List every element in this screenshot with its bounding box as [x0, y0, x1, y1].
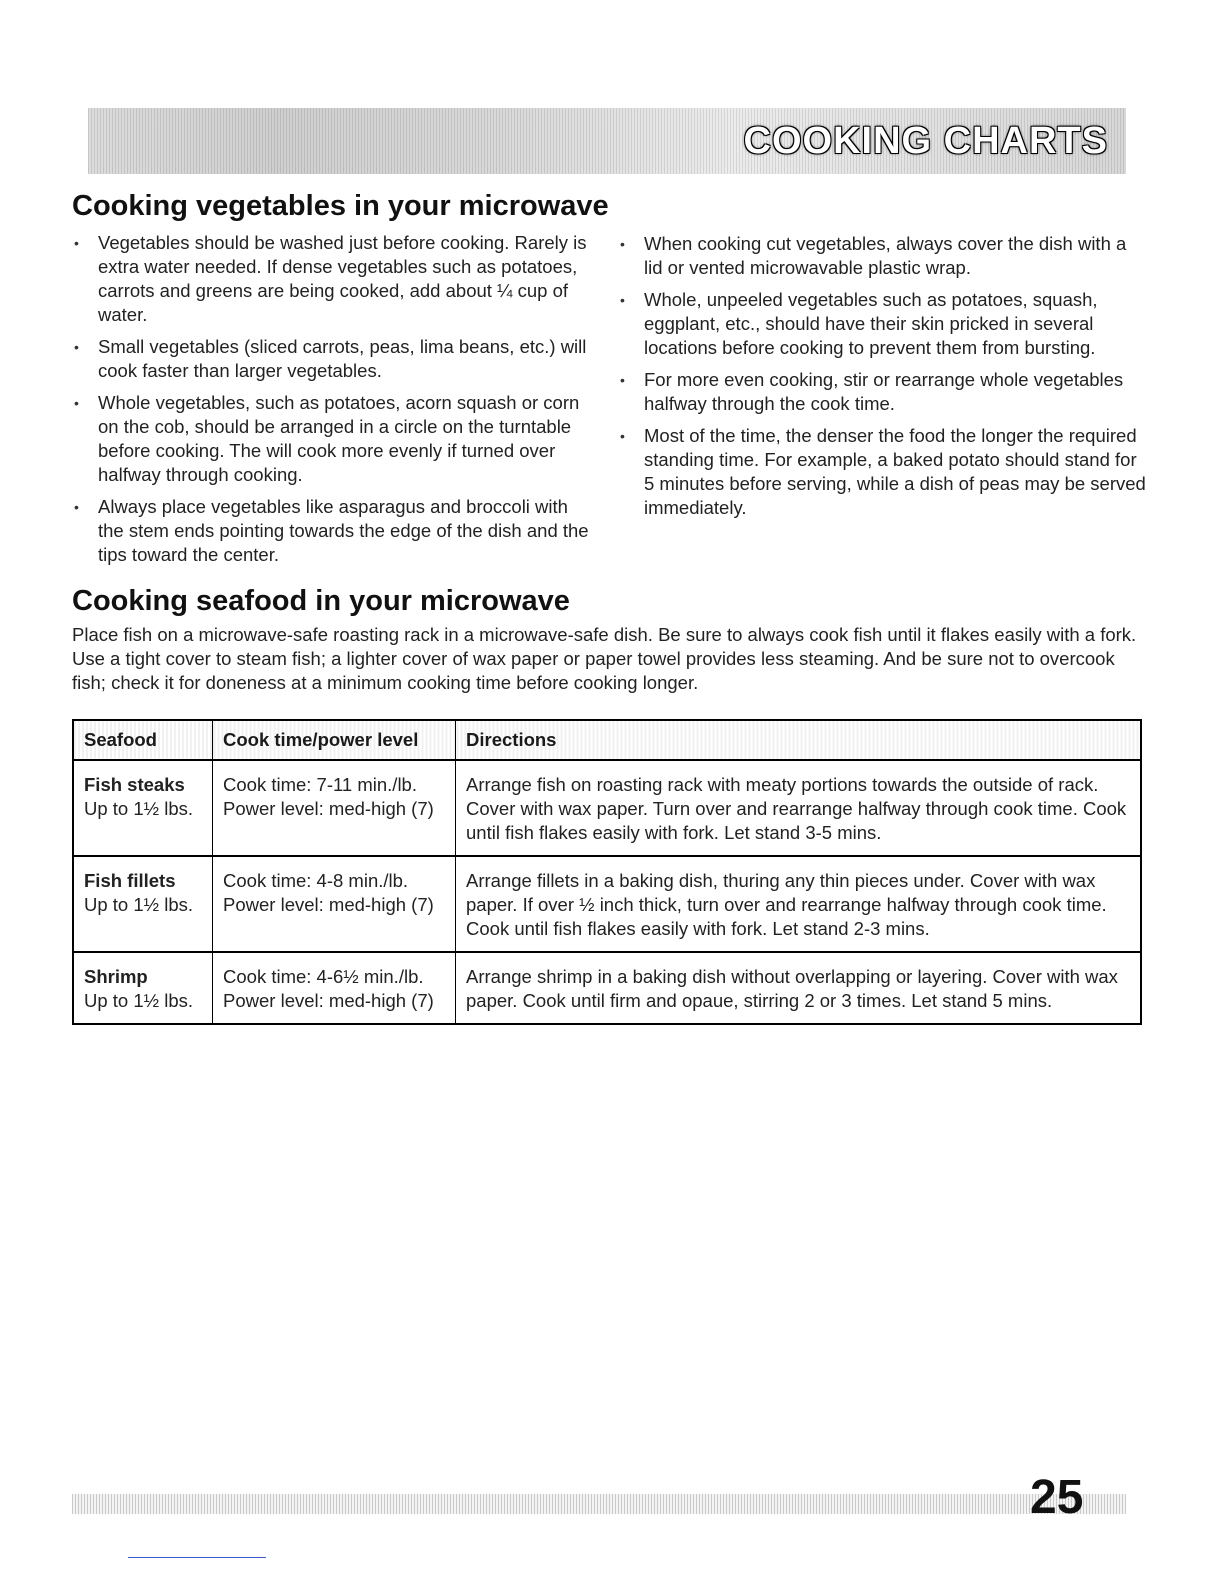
column-header-seafood: Seafood [73, 720, 213, 760]
seafood-name: Fish steaks [84, 774, 185, 795]
power-level: Power level: med-high (7) [223, 798, 434, 819]
list-item: • Always place vegetables like asparagus and broccoli with the stem ends pointing towards the edge of the dish and the tips toward the center. [74, 495, 594, 567]
table-header-row [73, 720, 1141, 760]
seafood-amount: Up to 1½ lbs. [84, 990, 194, 1011]
list-item: • Whole, unpeeled vegetables such as potatoes, squash, eggplant, etc., should have their skin pricked in several locations before cooking to prevent them from bursting. [620, 288, 1148, 360]
section-banner [88, 108, 1126, 174]
list-item: • Whole vegetables, such as potatoes, acorn squash or corn on the cob, should be arranged in a circle on the turntable before cooking. The will cook more evenly if turned over halfway through cooking. [74, 391, 594, 487]
seafood-heading: Cooking seafood in your microwave [72, 585, 570, 617]
power-level: Power level: med-high (7) [223, 894, 434, 915]
page-number: 25 [1030, 1471, 1084, 1524]
power-level: Power level: med-high (7) [223, 990, 434, 1011]
footer-bar [72, 1494, 1126, 1514]
seafood-intro: Place fish on a microwave-safe roasting rack in a microwave-safe dish. Be sure to always cook fish until it flakes easily with a fork. Use a tight cover to steam fish; a lighter cover of wax paper or paper towel provides less steaming. And be sure not to overcook fish; check it for doneness at a minimum cooking time before cooking longer. [72, 624, 1137, 693]
vegetables-right-list [620, 232, 1148, 528]
column-header-directions: Directions [456, 720, 1142, 760]
bottom-rule [128, 1557, 266, 1558]
directions-cell: Arrange fish on roasting rack with meaty portions towards the outside of rack. Cover with wax paper. Turn over and rearrange halfway through cook time. Cook until fish flakes easily with fork. Let stand 3-5 mins. [456, 760, 1142, 856]
cook-cell [213, 760, 456, 856]
directions-cell: Arrange fillets in a baking dish, thuring any thin pieces under. Cover with wax paper. If over ½ inch thick, turn over and rearrange halfway through cook time. Cook until fish flakes easily with fork. Let stand 2-3 mins. [456, 856, 1142, 952]
cook-time: Cook time: 4-8 min./lb. [223, 870, 409, 891]
seafood-cell [73, 856, 213, 952]
list-item: • Small vegetables (sliced carrots, peas, lima beans, etc.) will cook faster than larger vegetables. [74, 335, 594, 383]
seafood-name: Fish fillets [84, 870, 176, 891]
seafood-cell [73, 952, 213, 1024]
list-item: • Most of the time, the denser the food the longer the required standing time. For example, a baked potato should stand for 5 minutes before serving, while a dish of peas may be served immediately. [620, 424, 1148, 520]
list-item: • Vegetables should be washed just before cooking. Rarely is extra water needed. If dense vegetables such as potatoes, carrots and greens are being cooked, add about ¼ cup of water. [74, 231, 594, 327]
cook-cell [213, 952, 456, 1024]
cook-time: Cook time: 4-6½ min./lb. [223, 966, 424, 987]
seafood-name: Shrimp [84, 966, 148, 987]
column-header-cook-time: Cook time/power level [213, 720, 456, 760]
directions-cell: Arrange shrimp in a baking dish without overlapping or layering. Cover with wax paper. Cook until firm and opaue, stirring 2 or 3 times. Let stand 5 mins. [456, 952, 1142, 1024]
table-row [73, 856, 1141, 952]
list-item: • When cooking cut vegetables, always cover the dish with a lid or vented microwavable plastic wrap. [620, 232, 1148, 280]
seafood-table [72, 719, 1142, 1025]
vegetables-left-list [74, 231, 594, 575]
table-row [73, 952, 1141, 1024]
banner-title: COOKING CHARTS [743, 120, 1108, 162]
seafood-amount: Up to 1½ lbs. [84, 798, 194, 819]
seafood-amount: Up to 1½ lbs. [84, 894, 194, 915]
cook-cell [213, 856, 456, 952]
table-row [73, 760, 1141, 856]
cook-time: Cook time: 7-11 min./lb. [223, 774, 417, 795]
vegetables-heading: Cooking vegetables in your microwave [72, 190, 609, 222]
list-item: • For more even cooking, stir or rearrange whole vegetables halfway through the cook time. [620, 368, 1148, 416]
seafood-cell [73, 760, 213, 856]
